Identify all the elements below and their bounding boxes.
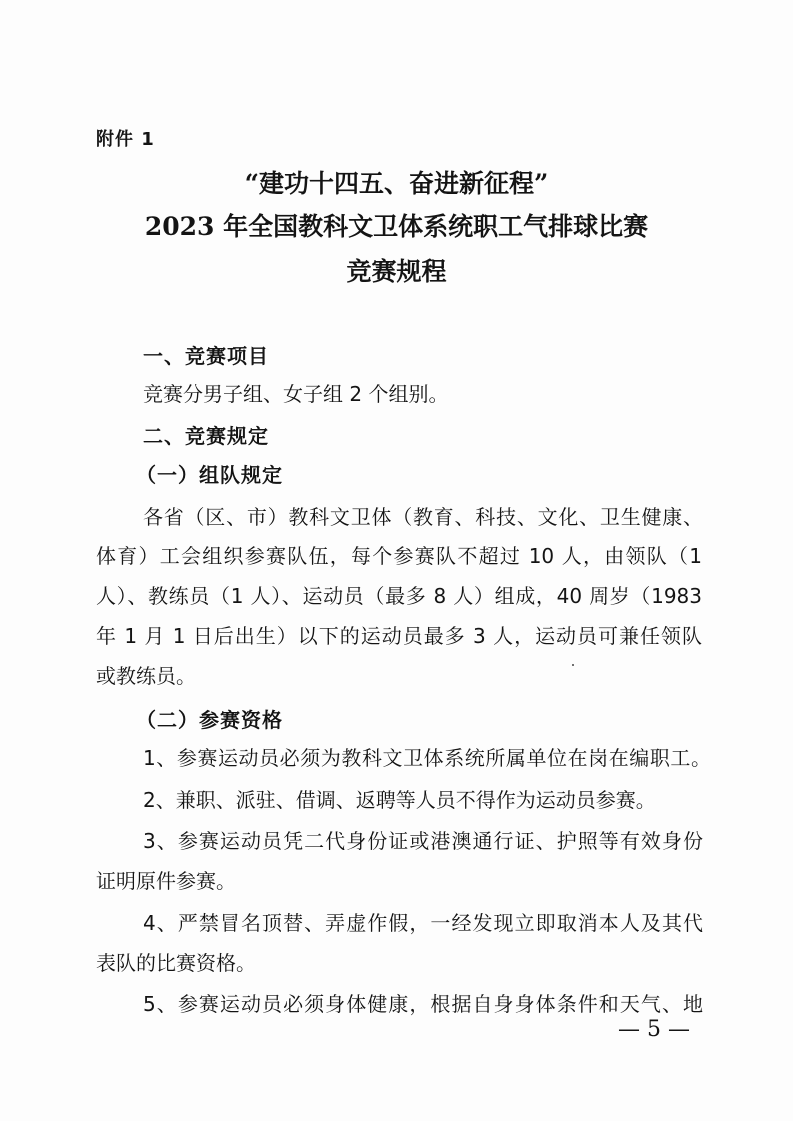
paragraph-line: 各省（区、市）教科文卫体（教育、科技、文化、卫生健康、 — [143, 505, 703, 529]
paragraph-line: 体育）工会组织参赛队伍，每个参赛队不超过 10 人，由领队（1 — [96, 544, 702, 568]
title-line-1: “建功十四五、奋进新征程” — [244, 169, 549, 198]
section-2-heading: 二、竞赛规定 — [143, 424, 269, 448]
eligibility-item-4: 4、严禁冒名顶替、弄虚作假，一经发现立即取消本人及其代 — [143, 911, 703, 935]
section-1-heading: 一、竞赛项目 — [143, 344, 269, 368]
eligibility-item-2: 2、兼职、派驻、借调、返聘等人员不得作为运动员参赛。 — [143, 788, 656, 812]
eligibility-item-3-cont: 证明原件参赛。 — [96, 869, 236, 893]
eligibility-item-3: 3、参赛运动员凭二代身份证或港澳通行证、护照等有效身份 — [143, 829, 703, 853]
title-line-2: 2023 年全国教科文卫体系统职工气排球比赛 — [144, 212, 649, 241]
paragraph-line: 年 1 月 1 日后出生）以下的运动员最多 3 人，运动员可兼任领队 — [96, 624, 702, 648]
eligibility-item-1: 1、参赛运动员必须为教科文卫体系统所属单位在岗在编职工。 — [143, 746, 711, 770]
title-line-3: 竞赛规程 — [346, 257, 447, 286]
page-number: — 5 — — [618, 1017, 690, 1042]
attachment-label: 附件 1 — [96, 129, 155, 150]
subsection-2-heading: （二）参赛资格 — [136, 708, 283, 732]
eligibility-item-4-cont: 表队的比赛资格。 — [96, 951, 256, 975]
scan-speck — [572, 664, 574, 666]
paragraph-line: 或教练员。 — [96, 664, 196, 688]
section-1-text: 竞赛分男子组、女子组 2 个组别。 — [143, 382, 449, 406]
eligibility-item-5: 5、参赛运动员必须身体健康，根据自身身体条件和天气、地 — [143, 992, 703, 1016]
subsection-1-heading: （一）组队规定 — [136, 463, 283, 487]
paragraph-line: 人）、教练员（1 人）、运动员（最多 8 人）组成，40 周岁（1983 — [96, 584, 702, 608]
